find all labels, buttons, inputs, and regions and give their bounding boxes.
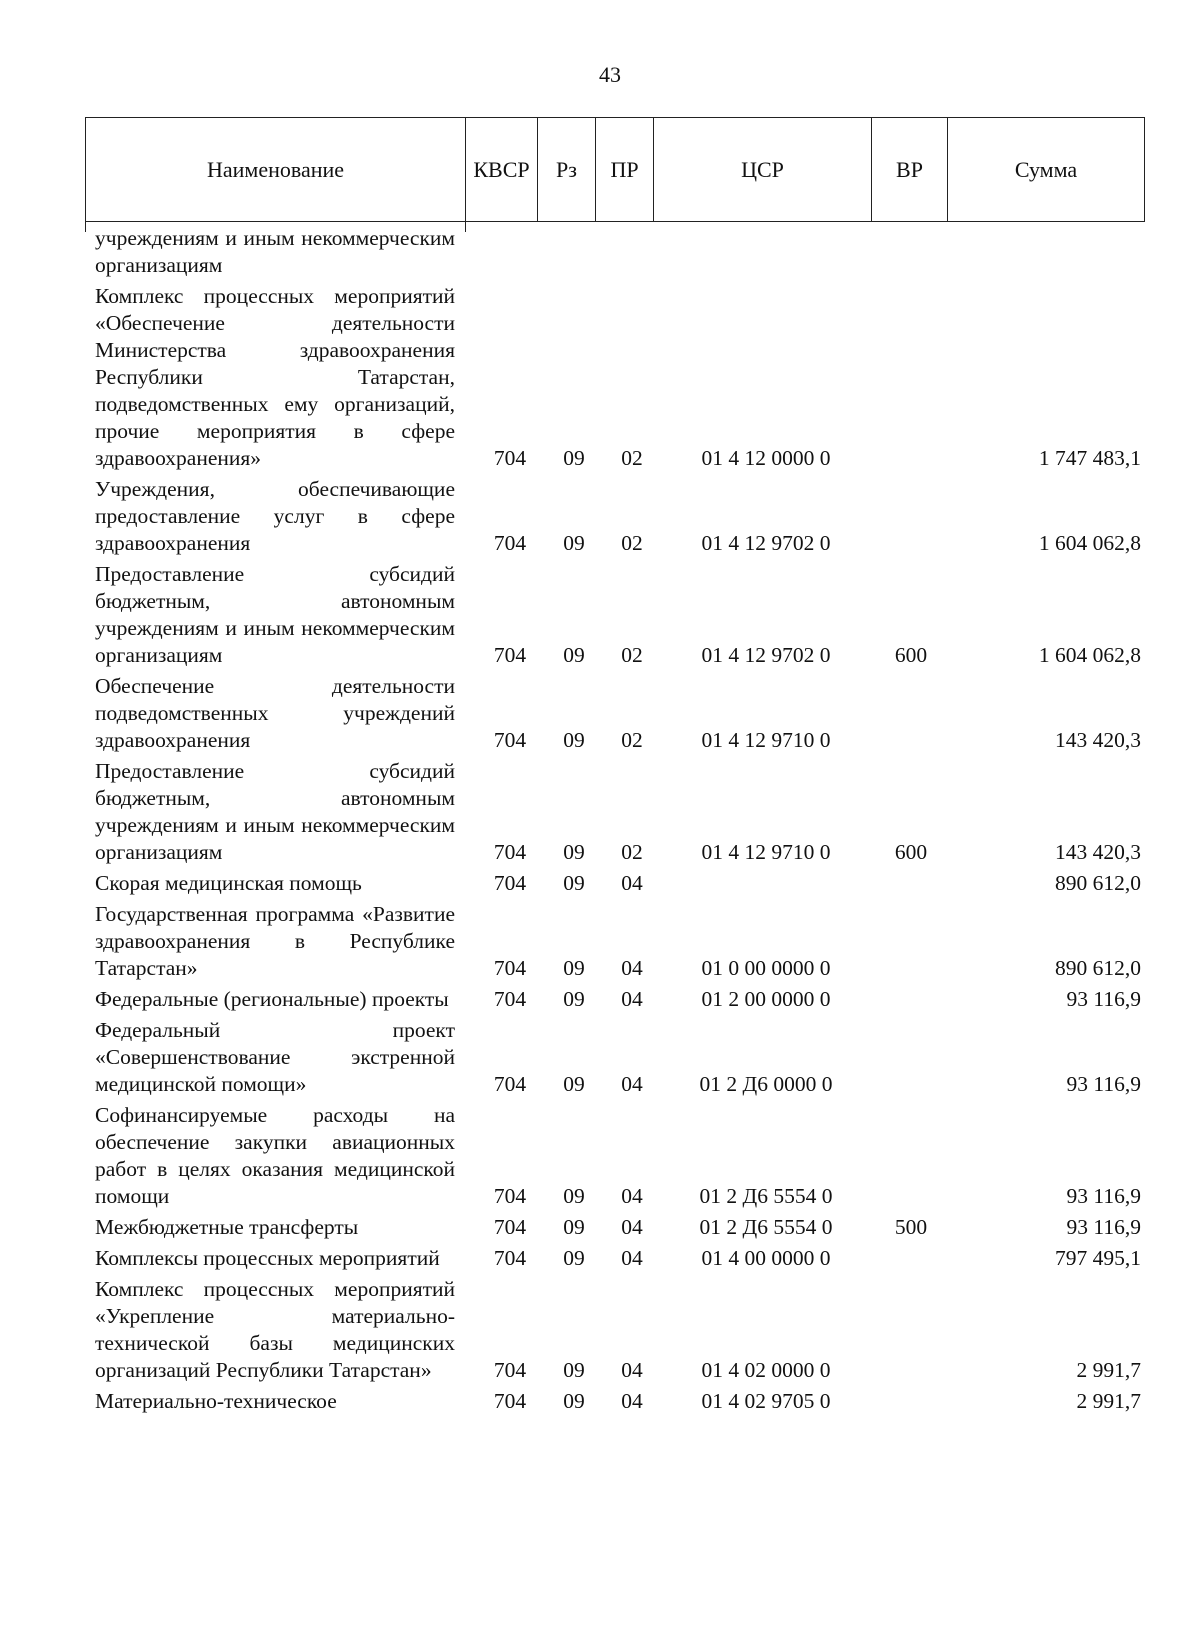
row-rz: 09 — [563, 1184, 585, 1208]
row-pr: 04 — [621, 1389, 643, 1413]
header-pr: ПР — [596, 118, 654, 221]
row-name: Комплекс процессных мероприятий «Укрепление материально-технической базы медицинских организаций Республики Татарстан» — [95, 1277, 455, 1382]
header-kvsr: КВСР — [466, 118, 538, 221]
row-rz: 09 — [563, 531, 585, 555]
row-sum: 93 116,9 — [1066, 1215, 1141, 1239]
row-pr: 04 — [621, 1184, 643, 1208]
row-pr: 04 — [621, 1072, 643, 1096]
row-sum: 2 991,7 — [1076, 1358, 1141, 1382]
row-kvsr: 704 — [493, 956, 527, 980]
row-name: Учреждения, обеспечивающие предоставление услуг в сфере здравоохранения — [95, 477, 455, 555]
page-number: 43 — [599, 62, 621, 87]
row-pr: 02 — [621, 643, 643, 667]
row-csr: 01 4 00 0000 0 — [701, 1246, 831, 1270]
row-rz: 09 — [563, 987, 585, 1011]
row-rz: 09 — [563, 1215, 585, 1239]
table-body — [95, 225, 1145, 1415]
row-kvsr: 704 — [493, 1389, 527, 1413]
row-csr: 01 2 00 0000 0 — [701, 987, 831, 1011]
row-sum: 93 116,9 — [1066, 1184, 1141, 1208]
row-name: Федеральные (региональные) проекты — [95, 987, 449, 1011]
row-name: учреждениям и иным некоммерческим организациям — [95, 226, 455, 277]
row-sum: 890 612,0 — [1055, 956, 1141, 980]
row-rz: 09 — [563, 1246, 585, 1270]
row-name: Обеспечение деятельности подведомственных учреждений здравоохранения — [95, 674, 455, 752]
row-kvsr: 704 — [493, 1358, 527, 1382]
row-sum: 1 747 483,1 — [1038, 446, 1141, 470]
table-row — [95, 1245, 1145, 1272]
row-kvsr: 704 — [493, 871, 527, 895]
row-name: Комплексы процессных мероприятий — [95, 1246, 440, 1270]
row-rz: 09 — [563, 1389, 585, 1413]
table-row — [95, 1388, 1145, 1415]
row-csr: 01 4 12 9710 0 — [701, 728, 831, 752]
table-row — [95, 476, 1145, 557]
row-kvsr: 704 — [493, 446, 527, 470]
row-kvsr: 704 — [493, 1072, 527, 1096]
row-sum: 890 612,0 — [1055, 871, 1141, 895]
table-row — [95, 1102, 1145, 1210]
table-row — [95, 561, 1145, 669]
row-kvsr: 704 — [493, 987, 527, 1011]
row-pr: 04 — [621, 1246, 643, 1270]
row-rz: 09 — [563, 643, 585, 667]
row-name: Комплекс процессных мероприятий «Обеспечение деятельности Министерства здравоохранения Республики Татарстан, подведомственных ему организаций, прочие мероприятия в сфере здравоохранения» — [95, 284, 455, 470]
row-name: Предоставление субсидий бюджетным, автономным учреждениям и иным некоммерческим организациям — [95, 562, 455, 667]
row-pr: 02 — [621, 531, 643, 555]
row-pr: 04 — [621, 956, 643, 980]
row-pr: 04 — [621, 987, 643, 1011]
row-csr: 01 2 Д6 0000 0 — [699, 1072, 833, 1096]
row-rz: 09 — [563, 956, 585, 980]
row-kvsr: 704 — [493, 643, 527, 667]
row-csr: 01 4 02 0000 0 — [701, 1358, 831, 1382]
row-kvsr: 704 — [493, 1246, 527, 1270]
row-kvsr: 704 — [493, 531, 527, 555]
table-row — [95, 1017, 1145, 1098]
row-vr: 500 — [894, 1215, 928, 1239]
row-sum: 2 991,7 — [1076, 1389, 1141, 1413]
header-vr: ВР — [872, 118, 948, 221]
table-row — [95, 901, 1145, 982]
row-name: Материально-техническое — [95, 1389, 337, 1413]
table-row — [95, 283, 1145, 472]
row-name: Скорая медицинская помощь — [95, 871, 362, 895]
row-csr: 01 4 12 9702 0 — [701, 531, 831, 555]
row-sum: 797 495,1 — [1055, 1246, 1141, 1270]
row-pr: 02 — [621, 446, 643, 470]
row-rz: 09 — [563, 728, 585, 752]
row-rz: 09 — [563, 1358, 585, 1382]
row-rz: 09 — [563, 871, 585, 895]
row-pr: 02 — [621, 840, 643, 864]
table-row — [95, 870, 1145, 897]
row-sum: 143 420,3 — [1055, 840, 1141, 864]
table-header — [85, 117, 1145, 222]
row-sum: 1 604 062,8 — [1038, 531, 1141, 555]
table-row — [95, 673, 1145, 754]
row-name: Межбюджетные трансферты — [95, 1215, 359, 1239]
row-sum: 143 420,3 — [1055, 728, 1141, 752]
row-sum: 1 604 062,8 — [1038, 643, 1141, 667]
row-rz: 09 — [563, 840, 585, 864]
row-pr: 02 — [621, 728, 643, 752]
row-sum: 93 116,9 — [1066, 1072, 1141, 1096]
row-rz: 09 — [563, 1072, 585, 1096]
table-row — [95, 1276, 1145, 1384]
row-kvsr: 704 — [493, 1184, 527, 1208]
row-kvsr: 704 — [493, 728, 527, 752]
row-name: Федеральный проект «Совершенствование экстренной медицинской помощи» — [95, 1018, 455, 1096]
row-sum: 93 116,9 — [1066, 987, 1141, 1011]
row-name: Софинансируемые расходы на обеспечение закупки авиационных работ в целях оказания медицинской помощи — [95, 1103, 455, 1208]
row-rz: 09 — [563, 446, 585, 470]
row-csr: 01 0 00 0000 0 — [701, 956, 831, 980]
table-row — [95, 1214, 1145, 1241]
table-row — [95, 986, 1145, 1013]
row-csr: 01 4 12 9710 0 — [701, 840, 831, 864]
table-row — [95, 758, 1145, 866]
header-rz: Рз — [538, 118, 596, 221]
header-sum: Сумма — [1014, 156, 1078, 182]
row-kvsr: 704 — [493, 1215, 527, 1239]
row-name: Государственная программа «Развитие здравоохранения в Республике Татарстан» — [95, 902, 455, 980]
row-csr: 01 4 02 9705 0 — [701, 1389, 831, 1413]
row-pr: 04 — [621, 871, 643, 895]
table-row — [95, 225, 1145, 279]
row-name: Предоставление субсидий бюджетным, автономным учреждениям и иным некоммерческим организациям — [95, 759, 455, 864]
row-csr: 01 4 12 0000 0 — [701, 446, 831, 470]
row-vr: 600 — [894, 840, 928, 864]
row-vr: 600 — [894, 643, 928, 667]
row-pr: 04 — [621, 1358, 643, 1382]
row-csr: 01 2 Д6 5554 0 — [699, 1184, 833, 1208]
header-csr: ЦСР — [654, 118, 872, 221]
row-kvsr: 704 — [493, 840, 527, 864]
row-csr: 01 4 12 9702 0 — [701, 643, 831, 667]
row-pr: 04 — [621, 1215, 643, 1239]
header-name: Наименование — [86, 118, 466, 221]
row-csr: 01 2 Д6 5554 0 — [699, 1215, 833, 1239]
